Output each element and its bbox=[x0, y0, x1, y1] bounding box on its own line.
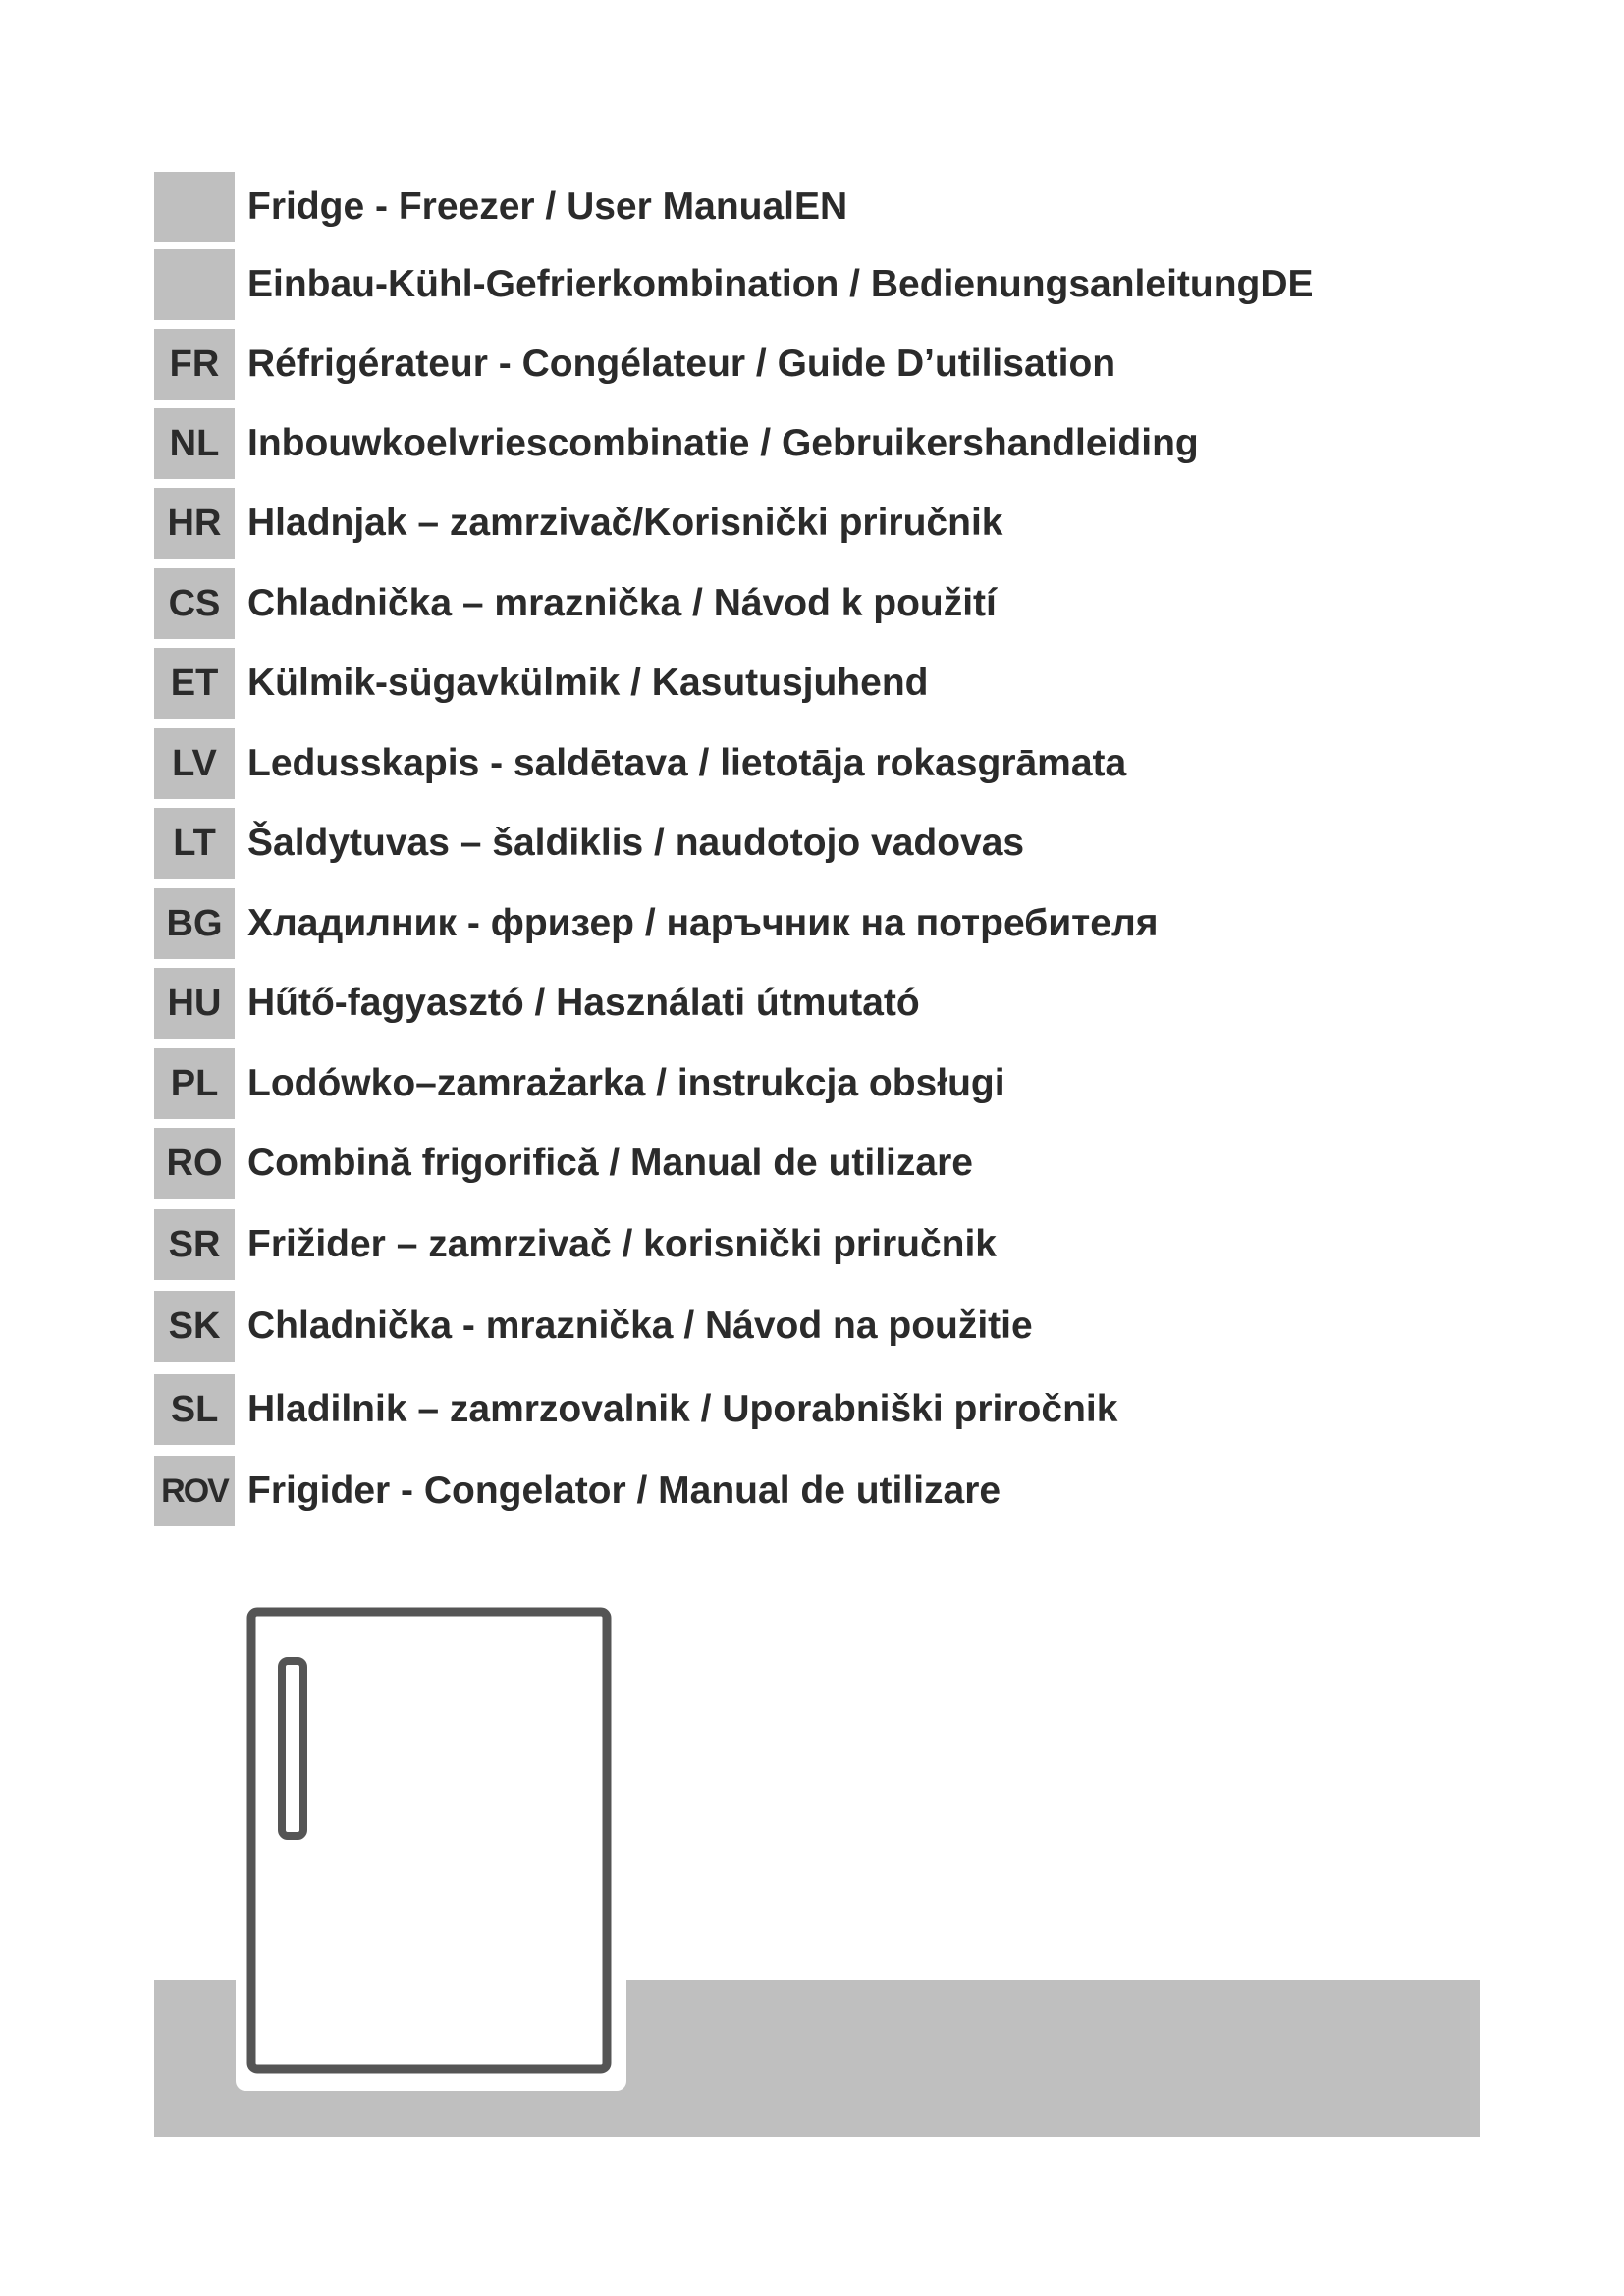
lang-code-box: SL bbox=[154, 1374, 235, 1445]
lang-title: Хладилник - фризер / наръчник на потребителя bbox=[247, 902, 1159, 944]
lang-title: Inbouwkoelvriescombinatie / Gebruikershandleiding bbox=[247, 422, 1199, 464]
lang-title: Einbau-Kühl-Gefrierkombination / BedienungsanleitungDE bbox=[247, 263, 1314, 305]
lang-row-lt bbox=[154, 808, 1431, 881]
lang-row-de bbox=[154, 249, 1431, 322]
lang-title: Hladilnik – zamrzovalnik / Uporabniški priročnik bbox=[247, 1388, 1118, 1430]
lang-code-box: SK bbox=[154, 1291, 235, 1362]
lang-title: Chladnička - mraznička / Návod na použitie bbox=[247, 1305, 1033, 1347]
lang-row-en bbox=[154, 172, 1431, 244]
lang-title: Réfrigérateur - Congélateur / Guide D’utilisation bbox=[247, 343, 1116, 385]
lang-row-lv bbox=[154, 728, 1431, 801]
lang-row-hu bbox=[154, 968, 1431, 1041]
lang-title: Külmik-sügavkülmik / Kasutusjuhend bbox=[247, 662, 929, 704]
lang-code-box: SR bbox=[154, 1209, 235, 1280]
lang-row-pl bbox=[154, 1048, 1431, 1121]
lang-title: Lodówko–zamrażarka / instrukcja obsługi bbox=[247, 1062, 1005, 1104]
lang-row-rov bbox=[154, 1456, 1431, 1528]
lang-code-box: HR bbox=[154, 488, 235, 559]
lang-code-box: LV bbox=[154, 728, 235, 799]
lang-title: Frižider – zamrzivač / korisnički priručnik bbox=[247, 1223, 997, 1265]
lang-row-sr bbox=[154, 1209, 1431, 1282]
lang-title: Hladnjak – zamrzivač/Korisnički priručnik bbox=[247, 502, 1003, 544]
lang-title: Hűtő-fagyasztó / Használati útmutató bbox=[247, 982, 920, 1024]
lang-row-bg bbox=[154, 888, 1431, 961]
lang-title: Chladnička – mraznička / Návod k použití bbox=[247, 582, 997, 624]
lang-code-box: CS bbox=[154, 568, 235, 639]
lang-code-box: PL bbox=[154, 1048, 235, 1119]
lang-title: Fridge - Freezer / User ManualEN bbox=[247, 186, 848, 228]
lang-row-fr bbox=[154, 329, 1431, 401]
lang-row-cs bbox=[154, 568, 1431, 641]
lang-code-box: NL bbox=[154, 408, 235, 479]
lang-title: Ledusskapis - saldētava / lietotāja rokasgrāmata bbox=[247, 742, 1127, 784]
lang-code-box: BG bbox=[154, 888, 235, 959]
lang-title: Combină frigorifică / Manual de utilizare bbox=[247, 1142, 973, 1184]
lang-row-sk bbox=[154, 1291, 1431, 1363]
lang-title: Šaldytuvas – šaldiklis / naudotojo vadovas bbox=[247, 822, 1025, 864]
lang-row-nl bbox=[154, 408, 1431, 481]
fridge-handle bbox=[282, 1661, 303, 1836]
lang-row-hr bbox=[154, 488, 1431, 561]
fridge-icon bbox=[236, 1600, 626, 2091]
lang-row-ro bbox=[154, 1128, 1431, 1201]
lang-title: Frigider - Congelator / Manual de utilizare bbox=[247, 1469, 1001, 1512]
lang-code-box: FR bbox=[154, 329, 235, 400]
fridge-illustration bbox=[236, 1600, 626, 2091]
lang-code-box: ROV bbox=[154, 1456, 235, 1526]
lang-row-et bbox=[154, 648, 1431, 721]
lang-code-box bbox=[154, 172, 235, 242]
lang-code-box: RO bbox=[154, 1128, 235, 1199]
lang-code-box: LT bbox=[154, 808, 235, 879]
lang-code-box: ET bbox=[154, 648, 235, 719]
lang-code-box: HU bbox=[154, 968, 235, 1039]
lang-code-box bbox=[154, 249, 235, 320]
lang-row-sl bbox=[154, 1374, 1431, 1447]
